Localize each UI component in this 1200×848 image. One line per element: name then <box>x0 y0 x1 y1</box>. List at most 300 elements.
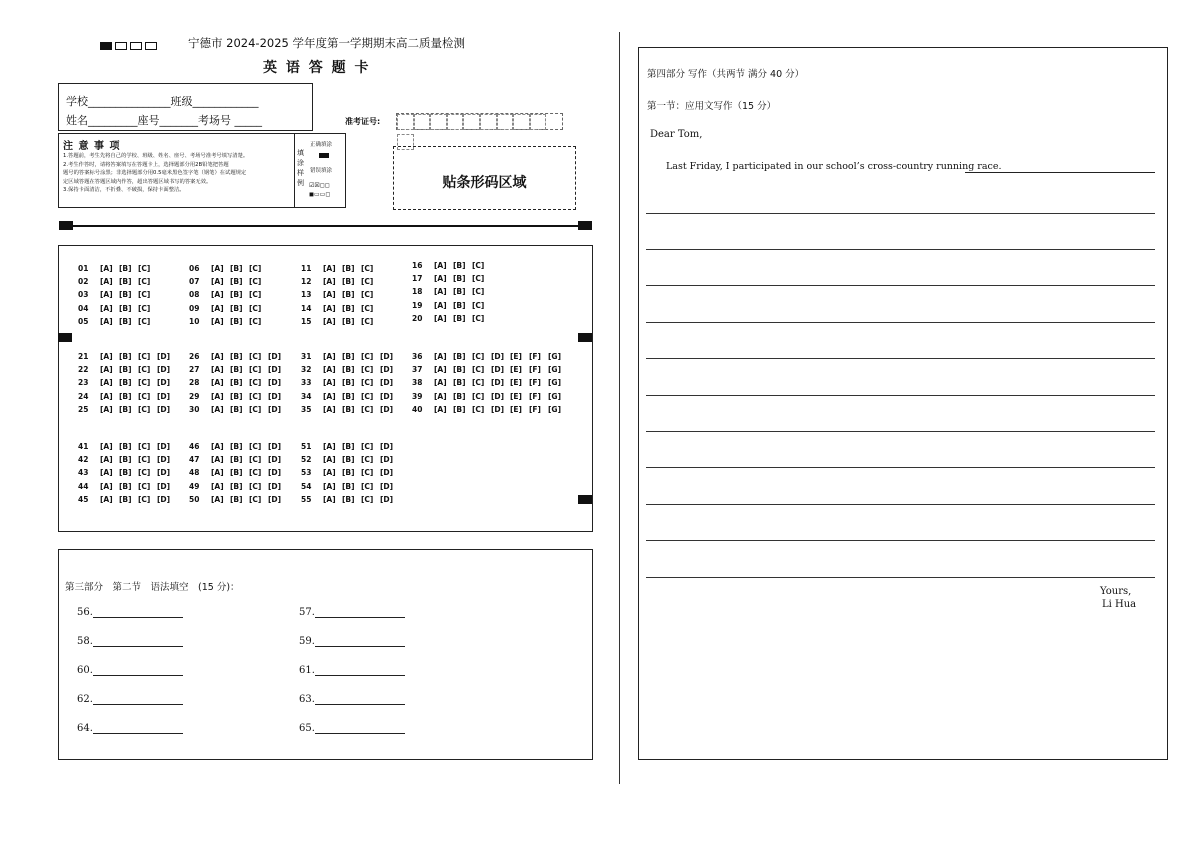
mc-option-bubble[interactable]: [A] <box>211 455 224 465</box>
mc-option-bubble[interactable]: [D] <box>268 455 282 465</box>
mc-option-bubble[interactable]: [E] <box>510 352 522 361</box>
mc-option-bubble[interactable]: [B] <box>342 365 355 375</box>
mc-question-row <box>78 390 176 403</box>
mc-option-bubble[interactable]: [C] <box>249 316 262 326</box>
student-info-box <box>58 83 313 131</box>
mc-option-bubble[interactable]: [A] <box>211 290 224 300</box>
mc-option-bubble[interactable]: [A] <box>323 277 336 287</box>
mc-option-bubble[interactable]: [A] <box>323 442 336 451</box>
mc-option-bubble[interactable]: [B] <box>119 455 132 465</box>
mc-option-bubble[interactable]: [A] <box>434 261 447 270</box>
mc-option-bubble[interactable]: [A] <box>434 378 447 388</box>
mc-option-bubble[interactable]: [A] <box>323 404 336 414</box>
mc-option-bubble[interactable]: [E] <box>510 365 522 375</box>
exam-id-cell[interactable] <box>447 114 464 130</box>
mc-option-bubble[interactable]: [B] <box>230 455 243 465</box>
mc-option-bubble[interactable]: [C] <box>249 481 262 491</box>
mc-option-bubble[interactable]: [B] <box>119 290 132 300</box>
mc-option-bubble[interactable]: [B] <box>119 303 132 313</box>
mc-option-bubble[interactable]: [B] <box>230 404 243 414</box>
mc-option-bubble[interactable]: [F] <box>529 365 541 375</box>
mc-option-bubble[interactable]: [C] <box>361 316 374 326</box>
mc-option-bubble[interactable]: [D] <box>380 352 394 361</box>
mc-option-bubble[interactable]: [E] <box>510 378 522 388</box>
mc-option-bubble[interactable]: [A] <box>323 455 336 465</box>
mc-question-number: 28 <box>189 378 200 388</box>
mc-option-bubble[interactable]: [G] <box>548 391 562 401</box>
mc-option-bubble[interactable]: [C] <box>249 352 262 361</box>
mc-question-row <box>189 440 287 453</box>
mc-option-bubble[interactable]: [A] <box>434 352 447 361</box>
grammar-blank[interactable] <box>299 607 405 618</box>
mc-option-bubble[interactable]: [A] <box>434 391 447 401</box>
mc-option-bubble[interactable]: [B] <box>453 274 466 284</box>
mc-option-bubble[interactable]: [A] <box>323 378 336 388</box>
mc-option-bubble[interactable]: [C] <box>361 442 374 451</box>
writing-line[interactable] <box>965 160 1155 173</box>
mc-option-bubble[interactable]: [C] <box>138 290 151 300</box>
mc-option-bubble[interactable]: [G] <box>548 352 562 361</box>
mc-option-bubble[interactable]: [C] <box>361 468 374 478</box>
mc-option-bubble[interactable]: [C] <box>138 481 151 491</box>
mc-option-bubble[interactable]: [A] <box>100 391 113 401</box>
mc-option-bubble[interactable]: [B] <box>453 391 466 401</box>
mc-option-bubble[interactable]: [A] <box>323 264 336 273</box>
mc-option-bubble[interactable]: [B] <box>453 287 466 297</box>
mc-option-bubble[interactable]: [C] <box>249 455 262 465</box>
mc-option-bubble[interactable]: [C] <box>249 264 262 273</box>
mc-option-bubble[interactable]: [F] <box>529 352 541 361</box>
mc-option-bubble[interactable]: [C] <box>138 352 151 361</box>
mc-option-bubble[interactable]: [E] <box>510 404 522 414</box>
mc-option-bubble[interactable]: [B] <box>342 352 355 361</box>
mc-question-row <box>412 299 491 312</box>
grammar-blank[interactable] <box>299 694 405 705</box>
mc-option-bubble[interactable]: [B] <box>342 277 355 287</box>
mc-option-bubble[interactable]: [A] <box>100 264 113 273</box>
mc-option-bubble[interactable]: [B] <box>342 481 355 491</box>
mc-option-bubble[interactable]: [D] <box>380 391 394 401</box>
blank-answer-line[interactable] <box>93 723 183 734</box>
mc-option-bubble[interactable]: [B] <box>230 352 243 361</box>
mc-option-bubble[interactable]: [G] <box>548 404 562 414</box>
name-seat-line[interactable]: 姓名_________座号_______考场号 _____ <box>66 114 262 127</box>
grammar-blank[interactable] <box>77 636 183 647</box>
mc-option-bubble[interactable]: [A] <box>100 316 113 326</box>
mc-option-bubble[interactable]: [C] <box>472 313 485 323</box>
mc-option-bubble[interactable]: [D] <box>157 404 171 414</box>
mc-option-bubble[interactable]: [B] <box>230 277 243 287</box>
mc-question-row <box>189 302 268 315</box>
mc-option-bubble[interactable]: [C] <box>361 290 374 300</box>
mc-option-bubble[interactable]: [A] <box>100 481 113 491</box>
mc-option-bubble[interactable]: [C] <box>361 352 374 361</box>
mc-option-bubble[interactable]: [B] <box>230 468 243 478</box>
mc-option-bubble[interactable]: [C] <box>361 378 374 388</box>
notice-box <box>58 133 295 208</box>
mc-option-bubble[interactable]: [B] <box>119 378 132 388</box>
mc-option-bubble[interactable]: [A] <box>323 365 336 375</box>
mc-option-bubble[interactable]: [D] <box>157 391 171 401</box>
school-class-line[interactable]: 学校_______________班级____________ <box>66 95 259 108</box>
mc-question-row <box>78 302 157 315</box>
mc-option-bubble[interactable]: [B] <box>453 300 466 310</box>
mc-option-bubble[interactable]: [C] <box>249 365 262 375</box>
mc-option-bubble[interactable]: [B] <box>342 455 355 465</box>
mc-question-row <box>78 493 176 506</box>
mc-option-bubble[interactable]: [A] <box>100 378 113 388</box>
exam-id-cell[interactable] <box>463 114 480 130</box>
mc-option-bubble[interactable]: [A] <box>323 352 336 361</box>
writing-line[interactable] <box>646 577 1155 578</box>
mc-option-bubble[interactable]: [C] <box>138 391 151 401</box>
writing-line[interactable] <box>646 285 1155 286</box>
mc-option-bubble[interactable]: [C] <box>138 468 151 478</box>
mc-option-bubble[interactable]: [C] <box>249 378 262 388</box>
mc-option-bubble[interactable]: [D] <box>491 352 505 361</box>
grammar-blank[interactable] <box>299 723 405 734</box>
writing-line[interactable] <box>646 358 1155 359</box>
mc-question-number: 23 <box>78 378 89 388</box>
mc-option-bubble[interactable]: [C] <box>249 494 262 504</box>
grammar-blank[interactable] <box>77 607 183 618</box>
mc-option-bubble[interactable]: [C] <box>472 287 485 297</box>
mc-option-bubble[interactable]: [A] <box>211 468 224 478</box>
mc-option-bubble[interactable]: [D] <box>268 352 282 361</box>
mc-question-row <box>412 272 491 285</box>
mc-option-bubble[interactable]: [A] <box>323 468 336 478</box>
mc-option-bubble[interactable]: [C] <box>472 391 485 401</box>
writing-line[interactable] <box>646 431 1155 432</box>
exam-id-boxes[interactable] <box>396 113 563 130</box>
mc-option-bubble[interactable]: [B] <box>453 313 466 323</box>
mc-option-bubble[interactable]: [C] <box>249 290 262 300</box>
writing-line[interactable] <box>646 213 1155 214</box>
mc-option-bubble[interactable]: [B] <box>342 468 355 478</box>
mc-option-bubble[interactable]: [B] <box>119 352 132 361</box>
mc-option-bubble[interactable]: [A] <box>100 404 113 414</box>
mc-option-bubble[interactable]: [A] <box>434 287 447 297</box>
blank-answer-line[interactable] <box>315 665 405 676</box>
mc-option-bubble[interactable]: [D] <box>380 494 394 504</box>
mc-option-bubble[interactable]: [D] <box>380 442 394 451</box>
mc-option-bubble[interactable]: [A] <box>211 494 224 504</box>
blank-answer-line[interactable] <box>93 636 183 647</box>
grammar-blank[interactable] <box>299 636 405 647</box>
mc-option-bubble[interactable]: [B] <box>119 277 132 287</box>
mc-option-bubble[interactable]: [D] <box>157 481 171 491</box>
mc-option-bubble[interactable]: [A] <box>323 316 336 326</box>
mc-option-bubble[interactable]: [B] <box>119 404 132 414</box>
mc-option-bubble[interactable]: [A] <box>211 352 224 361</box>
mc-option-bubble[interactable]: [D] <box>380 455 394 465</box>
fill-example-side-label: 填涂样例 <box>297 149 304 187</box>
mc-question-row <box>301 493 399 506</box>
mc-option-bubble[interactable]: [C] <box>361 277 374 287</box>
mc-option-bubble[interactable]: [A] <box>100 455 113 465</box>
mc-option-bubble[interactable]: [C] <box>138 277 151 287</box>
exam-id-cell[interactable] <box>530 114 547 130</box>
writing-line[interactable] <box>646 540 1155 541</box>
mc-option-bubble[interactable]: [G] <box>548 378 562 388</box>
mc-option-bubble[interactable]: [A] <box>434 300 447 310</box>
mc-option-bubble[interactable]: [D] <box>157 494 171 504</box>
mc-question-number: 16 <box>412 261 423 270</box>
mc-option-bubble[interactable]: [C] <box>249 303 262 313</box>
mc-option-bubble[interactable]: [F] <box>529 378 541 388</box>
mc-option-bubble[interactable]: [C] <box>249 404 262 414</box>
mc-option-bubble[interactable]: [B] <box>119 481 132 491</box>
grammar-blank[interactable] <box>77 694 183 705</box>
mc-option-bubble[interactable]: [B] <box>230 378 243 388</box>
mc-option-bubble[interactable]: [C] <box>138 316 151 326</box>
mc-option-bubble[interactable]: [A] <box>211 378 224 388</box>
mc-option-bubble[interactable]: [C] <box>472 261 485 270</box>
mc-question-row <box>78 480 176 493</box>
mc-question-number: 54 <box>301 481 312 491</box>
blank-answer-line[interactable] <box>315 723 405 734</box>
mc-option-bubble[interactable]: [D] <box>268 481 282 491</box>
mc-option-bubble[interactable]: [B] <box>230 303 243 313</box>
mc-option-bubble[interactable]: [D] <box>157 365 171 375</box>
mc-option-bubble[interactable]: [A] <box>100 290 113 300</box>
mc-option-bubble[interactable]: [A] <box>323 391 336 401</box>
mc-option-bubble[interactable]: [G] <box>548 365 562 375</box>
blank-answer-line[interactable] <box>93 665 183 676</box>
mc-option-bubble[interactable]: [E] <box>510 391 522 401</box>
mc-option-bubble[interactable]: [A] <box>211 404 224 414</box>
mc-question-row <box>412 376 567 389</box>
blank-number: 59. <box>299 636 315 647</box>
mc-option-bubble[interactable]: [D] <box>157 455 171 465</box>
mc-option-bubble[interactable]: [B] <box>230 442 243 451</box>
mc-question-row <box>412 285 491 298</box>
mc-option-bubble[interactable]: [C] <box>472 300 485 310</box>
mc-question-row <box>78 440 176 453</box>
blank-answer-line[interactable] <box>315 607 405 618</box>
mc-option-bubble[interactable]: [A] <box>211 481 224 491</box>
mc-option-bubble[interactable]: [B] <box>453 378 466 388</box>
mc-option-bubble[interactable]: [C] <box>472 365 485 375</box>
mc-option-bubble[interactable]: [C] <box>138 442 151 451</box>
exam-id-label: 准考证号: <box>345 117 381 126</box>
mc-question-row <box>412 403 567 416</box>
mc-option-bubble[interactable]: [C] <box>472 274 485 284</box>
mc-option-bubble[interactable]: [A] <box>100 442 113 451</box>
alignment-mark <box>578 495 592 504</box>
mc-option-bubble[interactable]: [B] <box>342 290 355 300</box>
mc-option-bubble[interactable]: [A] <box>323 481 336 491</box>
mc-option-bubble[interactable]: [A] <box>434 404 447 414</box>
mc-option-bubble[interactable]: [C] <box>138 303 151 313</box>
writing-box <box>638 47 1168 760</box>
mc-option-bubble[interactable]: [C] <box>361 264 374 273</box>
mc-option-bubble[interactable]: [B] <box>119 442 132 451</box>
grammar-blank[interactable] <box>77 723 183 734</box>
mc-option-bubble[interactable]: [A] <box>211 303 224 313</box>
fill-correct-sample <box>319 153 329 158</box>
notice-item: 题号的答案标号涂黑；非选择题部分用0.5毫米黑色签字笔（钢笔）在试题规定 <box>63 170 247 177</box>
mc-question-row <box>189 288 268 301</box>
mc-option-bubble[interactable]: [B] <box>453 261 466 270</box>
mc-option-bubble[interactable]: [D] <box>491 378 505 388</box>
mc-option-bubble[interactable]: [A] <box>100 303 113 313</box>
mc-option-bubble[interactable]: [C] <box>138 455 151 465</box>
mc-option-bubble[interactable]: [F] <box>529 391 541 401</box>
mc-option-bubble[interactable]: [A] <box>100 352 113 361</box>
mc-option-bubble[interactable]: [B] <box>119 365 132 375</box>
mc-option-bubble[interactable]: [A] <box>323 303 336 313</box>
exam-id-cell[interactable] <box>430 114 447 130</box>
fill-wrong-label: 错误填涂 <box>310 168 333 174</box>
mc-option-bubble[interactable]: [B] <box>342 494 355 504</box>
mc-option-bubble[interactable]: [B] <box>230 264 243 273</box>
mc-option-bubble[interactable]: [B] <box>119 468 132 478</box>
mc-option-bubble[interactable]: [D] <box>268 494 282 504</box>
mc-option-bubble[interactable]: [C] <box>249 442 262 451</box>
mc-option-bubble[interactable]: [B] <box>119 391 132 401</box>
mc-option-bubble[interactable]: [D] <box>157 468 171 478</box>
mc-question-number: 43 <box>78 468 89 478</box>
mc-option-bubble[interactable]: [B] <box>342 391 355 401</box>
mc-option-bubble[interactable]: [F] <box>529 404 541 414</box>
mc-option-bubble[interactable]: [D] <box>380 365 394 375</box>
mc-option-bubble[interactable]: [C] <box>138 264 151 273</box>
blank-answer-line[interactable] <box>315 694 405 705</box>
mc-option-bubble[interactable]: [C] <box>361 481 374 491</box>
mc-option-bubble[interactable]: [D] <box>268 391 282 401</box>
mc-option-bubble[interactable]: [C] <box>361 404 374 414</box>
mc-option-bubble[interactable]: [C] <box>361 365 374 375</box>
mc-option-bubble[interactable]: [B] <box>453 404 466 414</box>
mc-option-bubble[interactable]: [A] <box>434 313 447 323</box>
blank-answer-line[interactable] <box>315 636 405 647</box>
mc-option-bubble[interactable]: [C] <box>361 455 374 465</box>
mc-option-bubble[interactable]: [A] <box>323 494 336 504</box>
mc-option-bubble[interactable]: [B] <box>342 316 355 326</box>
mc-option-bubble[interactable]: [A] <box>211 277 224 287</box>
writing-line[interactable] <box>646 504 1155 505</box>
mc-option-bubble[interactable]: [B] <box>119 264 132 273</box>
blank-answer-line[interactable] <box>93 607 183 618</box>
mc-question-row <box>189 376 287 389</box>
mc-option-bubble[interactable]: [C] <box>249 468 262 478</box>
mc-option-bubble[interactable]: [C] <box>472 378 485 388</box>
mc-option-bubble[interactable]: [A] <box>211 391 224 401</box>
exam-id-cell[interactable] <box>513 114 530 130</box>
mc-option-bubble[interactable]: [A] <box>100 365 113 375</box>
mc-option-bubble[interactable]: [C] <box>138 365 151 375</box>
mc-option-bubble[interactable]: [B] <box>119 316 132 326</box>
exam-id-cell[interactable] <box>397 114 414 130</box>
exam-id-cell[interactable] <box>497 114 514 130</box>
mc-option-bubble[interactable]: [B] <box>342 264 355 273</box>
mc-question-row <box>301 480 399 493</box>
mc-question-row <box>78 350 176 363</box>
mc-option-bubble[interactable]: [B] <box>230 481 243 491</box>
mc-option-bubble[interactable]: [B] <box>230 494 243 504</box>
blank-answer-line[interactable] <box>93 694 183 705</box>
mc-option-bubble[interactable]: [D] <box>268 365 282 375</box>
mc-option-bubble[interactable]: [C] <box>249 391 262 401</box>
mc-option-bubble[interactable]: [B] <box>453 365 466 375</box>
mc-option-bubble[interactable]: [D] <box>380 404 394 414</box>
mc-option-bubble[interactable]: [B] <box>230 391 243 401</box>
mc-question-row <box>78 403 176 416</box>
mc-column <box>301 440 399 506</box>
mc-option-bubble[interactable]: [A] <box>434 274 447 284</box>
exam-id-cell[interactable] <box>414 114 431 130</box>
mc-option-bubble[interactable]: [B] <box>119 494 132 504</box>
mc-option-bubble[interactable]: [D] <box>380 481 394 491</box>
mc-option-bubble[interactable]: [D] <box>157 378 171 388</box>
mc-question-row <box>412 259 491 272</box>
mc-option-bubble[interactable]: [D] <box>268 378 282 388</box>
mc-option-bubble[interactable]: [B] <box>453 352 466 361</box>
writing-line[interactable] <box>646 249 1155 250</box>
mc-option-bubble[interactable]: [D] <box>380 468 394 478</box>
mc-option-bubble[interactable]: [A] <box>211 365 224 375</box>
mc-option-bubble[interactable]: [D] <box>268 404 282 414</box>
mc-option-bubble[interactable]: [B] <box>342 404 355 414</box>
grammar-blank[interactable] <box>77 665 183 676</box>
mc-option-bubble[interactable]: [C] <box>138 404 151 414</box>
mc-option-bubble[interactable]: [D] <box>491 404 505 414</box>
mc-option-bubble[interactable]: [D] <box>268 442 282 451</box>
mc-option-bubble[interactable]: [D] <box>491 365 505 375</box>
blank-number: 62. <box>77 694 93 705</box>
mc-option-bubble[interactable]: [A] <box>434 365 447 375</box>
mc-option-bubble[interactable]: [B] <box>342 378 355 388</box>
mc-option-bubble[interactable]: [A] <box>211 442 224 451</box>
letter-closing: Yours, <box>1100 586 1132 597</box>
mc-option-bubble[interactable]: [A] <box>100 277 113 287</box>
mc-option-bubble[interactable]: [B] <box>230 365 243 375</box>
mc-option-bubble[interactable]: [B] <box>230 290 243 300</box>
mc-question-number: 17 <box>412 274 423 284</box>
writing-line[interactable] <box>646 322 1155 323</box>
mc-option-bubble[interactable]: [C] <box>361 303 374 313</box>
mc-option-bubble[interactable]: [C] <box>472 404 485 414</box>
mc-option-bubble[interactable]: [B] <box>342 442 355 451</box>
mc-option-bubble[interactable]: [C] <box>361 391 374 401</box>
mc-option-bubble[interactable]: [A] <box>211 264 224 273</box>
mc-option-bubble[interactable]: [C] <box>472 352 485 361</box>
mc-option-bubble[interactable]: [D] <box>380 378 394 388</box>
mc-option-bubble[interactable]: [A] <box>323 290 336 300</box>
writing-line[interactable] <box>646 467 1155 468</box>
alignment-mark <box>578 333 592 342</box>
mc-option-bubble[interactable]: [D] <box>491 391 505 401</box>
mc-option-bubble[interactable]: [D] <box>268 468 282 478</box>
mc-option-bubble[interactable]: [B] <box>342 303 355 313</box>
mc-option-bubble[interactable]: [C] <box>249 277 262 287</box>
mc-option-bubble[interactable]: [A] <box>100 468 113 478</box>
mc-question-row <box>78 275 157 288</box>
mc-option-bubble[interactable]: [A] <box>100 494 113 504</box>
mc-option-bubble[interactable]: [C] <box>361 494 374 504</box>
writing-line[interactable] <box>646 395 1155 396</box>
mc-option-bubble[interactable]: [B] <box>230 316 243 326</box>
writing-section-title: 第一节：应用文写作（15 分） <box>647 101 777 112</box>
mc-option-bubble[interactable]: [D] <box>157 352 171 361</box>
exam-id-cell[interactable] <box>480 114 497 130</box>
mc-option-bubble[interactable]: [C] <box>138 378 151 388</box>
mc-option-bubble[interactable]: [C] <box>138 494 151 504</box>
grammar-blank[interactable] <box>299 665 405 676</box>
mc-option-bubble[interactable]: [D] <box>157 442 171 451</box>
mc-option-bubble[interactable]: [A] <box>211 316 224 326</box>
